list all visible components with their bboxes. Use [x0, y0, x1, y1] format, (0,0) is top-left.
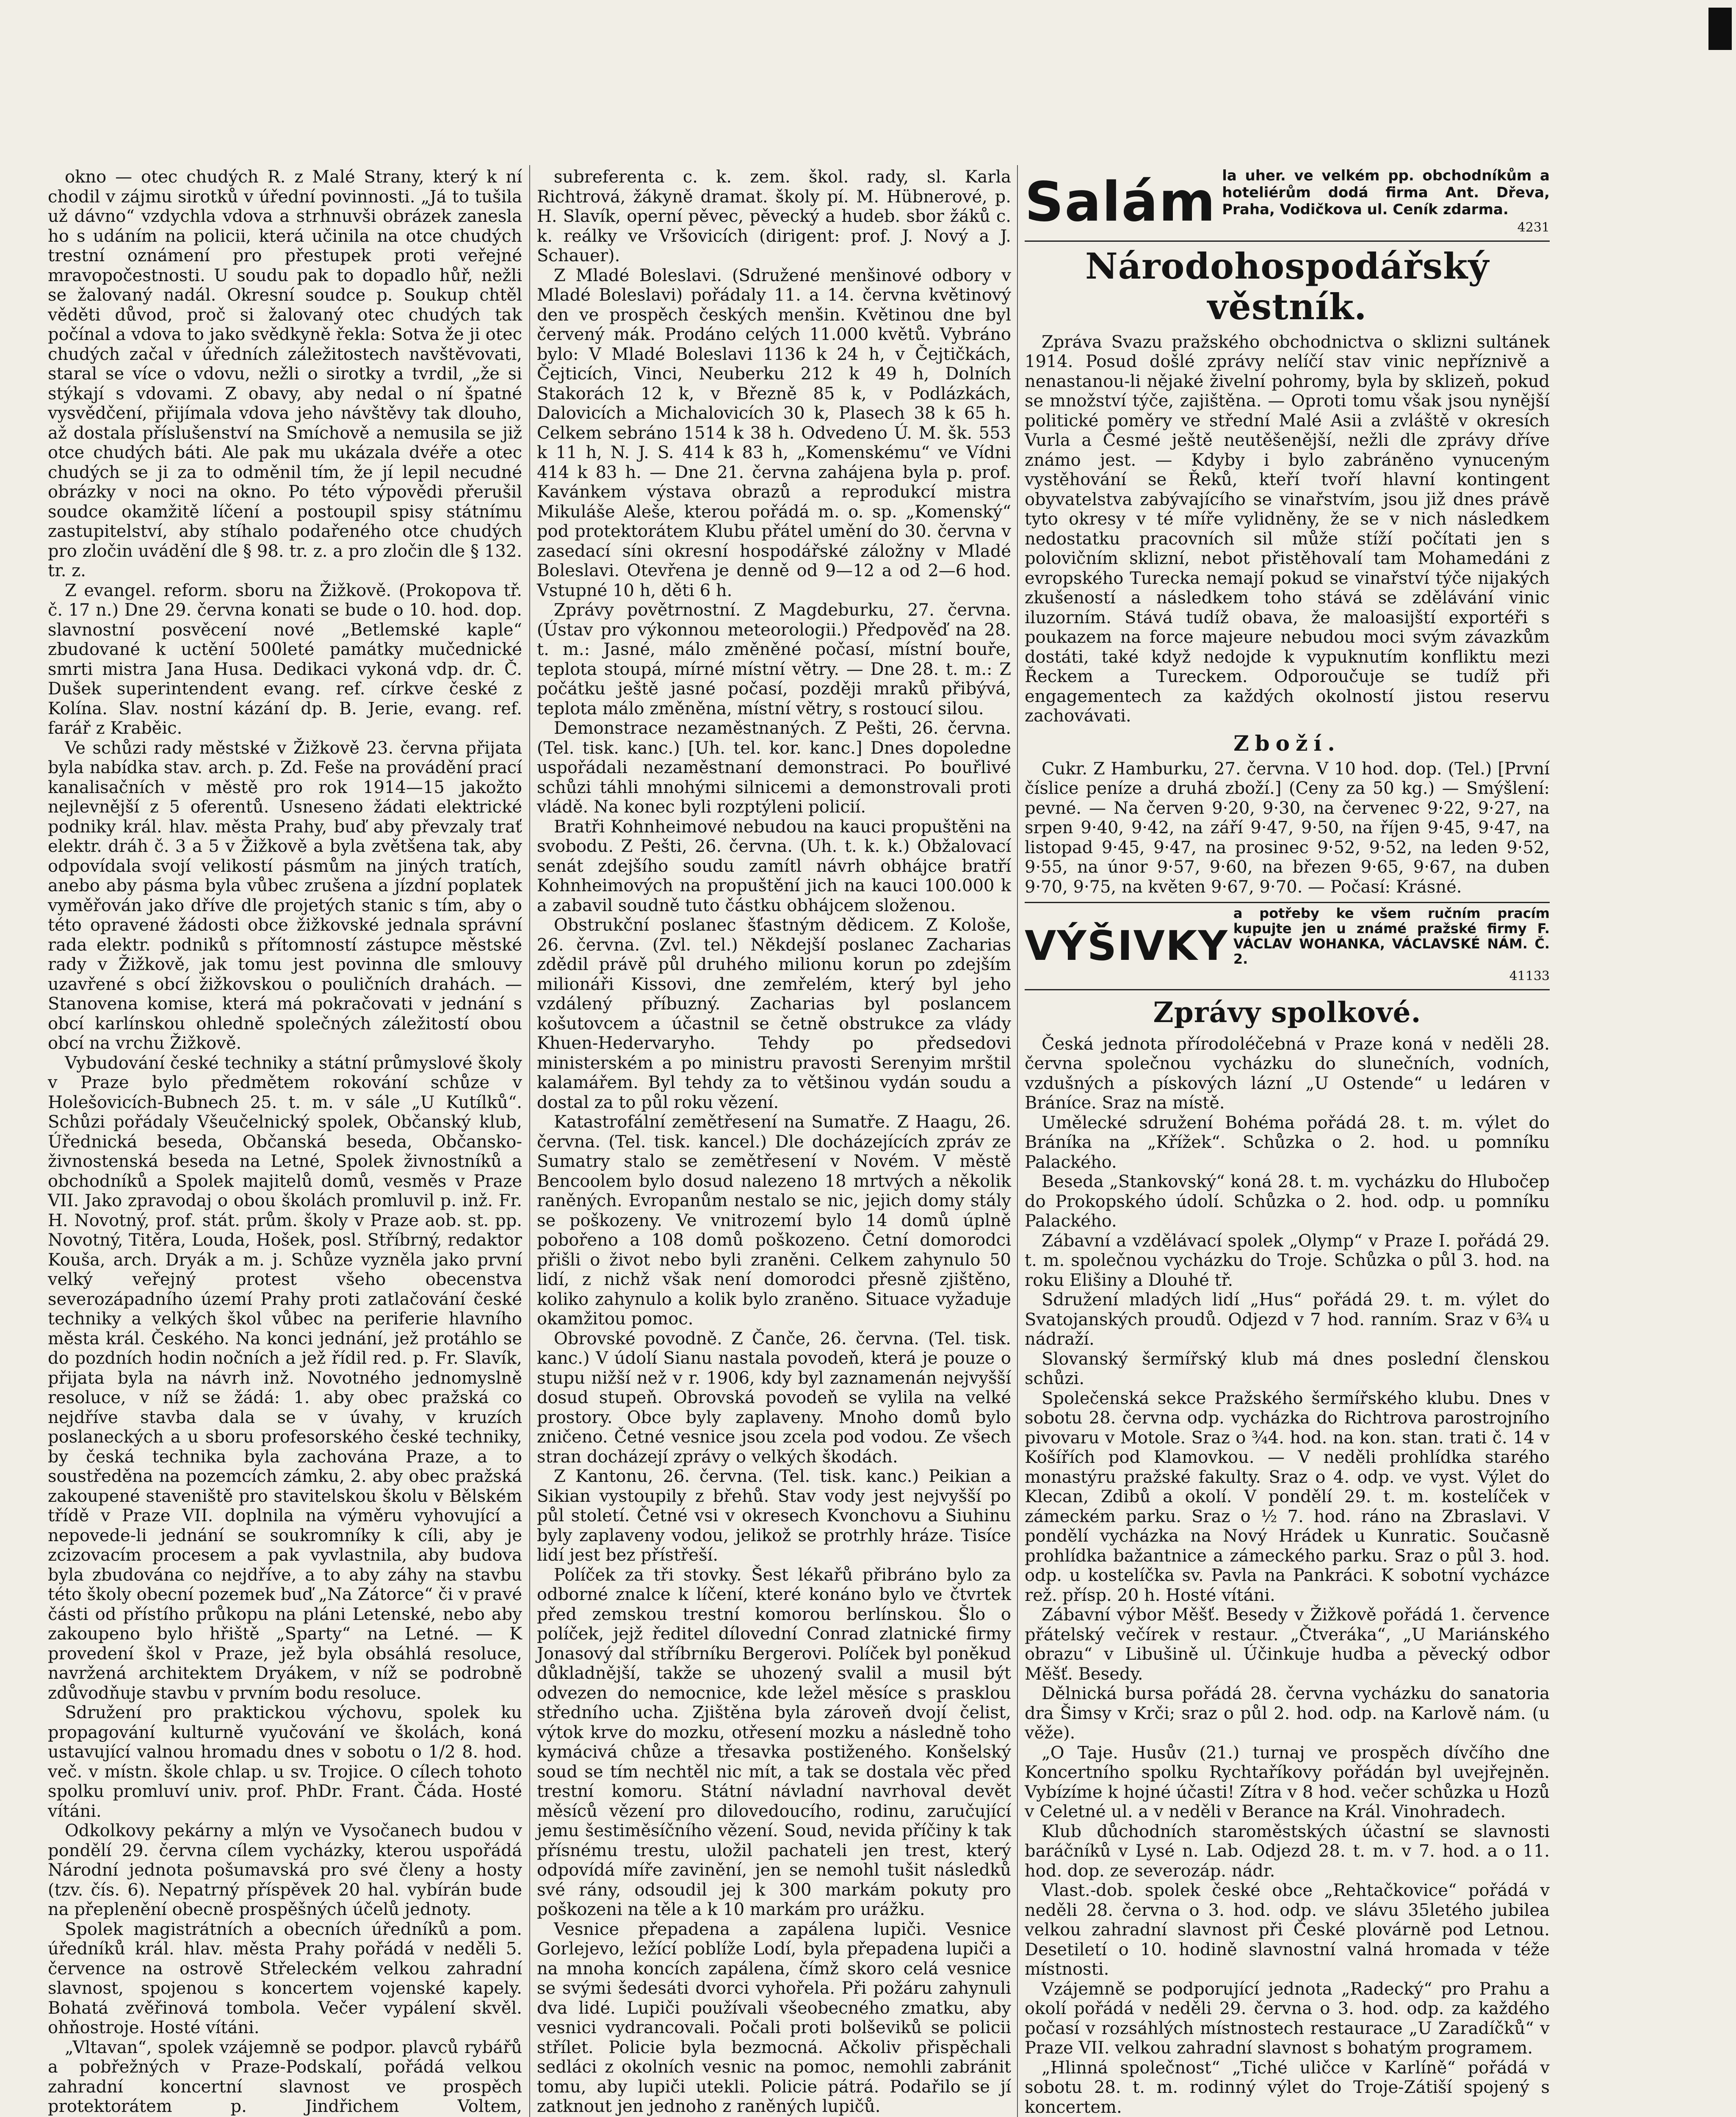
society-paragraph: „O Taje. Husův (21.) turnaj ve prospěch dívčího dne Koncertního spolku Rychtaříkovy pořádán byl uvejřejněn. Vybízíme k hojné účasti! Zítra v 8 hod. večer schůzka u Hozů v Celetné ul. a v neděli v Berance na Král. Vinohradech. [1025, 1743, 1550, 1821]
society-paragraph: Vzájemně se podporující jednota „Radecký“ pro Prahu a okolí pořádá v neděli 29. června o 3. hod. odp. za každého počasí v rozsáhlých místnostech restaurace „U Zaradíčků“ v Praze VII. velkou zahradní slavnost s bohatým programem. [1025, 1979, 1550, 2058]
vysivky-advert-text: a potřeby ke všem ručním pracím kupujte jen u známé pražské firmy F. VÁCLAV WOHANKA, VÁCLAVSKÉ NÁM. Č. 2. [1233, 905, 1550, 967]
salam-advert-number: 4231 [1517, 220, 1550, 235]
society-paragraph: Zábavní výbor Měšť. Besedy v Žižkově pořádá 1. července přátelský večírek v restaur. „Čtveráka“, „U Mariánského obrazu“ v Libušině ul. Účinkuje hudba a pěvecký odbor Měšť. Besedy. [1025, 1605, 1550, 1684]
goods-articles [1025, 759, 1550, 897]
column-2 [537, 167, 1011, 2117]
article-paragraph: Zprávy povětrnostní. Z Magdeburku, 27. června. (Ústav pro výkonnou meteorologii.) Předpověď na 28. t. m.: Jasné, málo změněné počasí, místní bouře, teplota stoupá, mírné místní větry. — Dne 28. t. m.: Z počátku ještě jasné počasí, později mraků přibývá, teplota málo změněna, místní větry, s rostoucí silou. [537, 600, 1011, 719]
society-paragraph: Zábavní a vzdělávací spolek „Olymp“ v Praze I. pořádá 29. t. m. společnou vycházku do Troje. Schůzka o půl 3. hod. na roku Elišiny a Dlouhé tř. [1025, 1231, 1550, 1290]
society-paragraph: Umělecké sdružení Bohéma pořádá 28. t. m. výlet do Bráníka na „Křížek“. Schůzka o 2. hod. u pomníku Palackého. [1025, 1113, 1550, 1172]
society-paragraph: Česká jednota přírodoléčebná v Praze koná v neděli 28. června společnou vycházku do slunečních, vodních, vzdušných a pískových lázní „U Ostende“ u ledáren v Bráníce. Sraz na místě. [1025, 1034, 1550, 1113]
society-paragraph: Klub důchodních staroměstských účastní se slavnosti baráčníků v Lysé n. Lab. Odjezd 28. t. m. v 7. hod. a o 11. hod. dop. ze severozáp. nádr. [1025, 1821, 1550, 1881]
article-paragraph: Vesnice přepadena a zapálena lupiči. Vesnice Gorlejevo, ležící poblíže Lodí, byla přepadena lupiči a na mnoha koncích zapálena, čímž skoro celá vesnice se svými šedesáti dvorci vyhořela. Při požáru zahynuli dva lidé. Lupiči používali všeobecného zmatku, aby vesnici vydrancovali. Počali proti bolševiků se policii střílet. Policie byla bezmocná. Ačkoliv přispěchali sedláci z okolních vesnic na pomoc, nemohli zabránit tomu, aby lupiči utekli. Policie pátrá. Podařilo se jí zatknout jen jednoho z raněných lupičů. [537, 1919, 1011, 2116]
column-rule-2 [1017, 165, 1018, 2117]
section-title-goods: Zboží. [1233, 730, 1341, 756]
vysivky-advert-number: 41133 [1509, 969, 1550, 984]
salam-wordmark: Salám [1025, 171, 1216, 234]
article-paragraph: Spolek magistrátních a obecních úředníků a pom. úředníků král. hlav. města Prahy pořádá v neděli 5. července na ostrově Střeleckém velkou zahradní slavnost, spojenou s koncertem vojenské kapely. Bohatá zvěřinová tombola. Večer vypálení skvěl. ohňostroje. Hosté vítáni. [48, 1919, 522, 2037]
society-paragraph: Beseda „Stankovský“ koná 28. t. m. vycházku do Hlubočep do Prokopského údolí. Schůzka o 2. hod. odp. u pomníku Palackého. [1025, 1172, 1550, 1231]
article-paragraph: Sdružení pro praktickou výchovu, spolek ku propagování kulturně vyučování ve školách, koná ustavující valnou hromadu dnes v sobotu o 1/2 8. hod. več. v místn. škole chlap. u sv. Trojice. O cílech tohoto spolku promluví univ. prof. PhDr. Frant. Čáda. Hosté vítáni. [48, 1703, 522, 1821]
article-paragraph: Vybudování české techniky a státní průmyslové školy v Praze bylo předmětem rokování schůze v Holešovicích-Bubnech 25. t. m. v sále „U Kutílků“. Schůzi pořádaly Všeučelnický spolek, Občanský klub, Úřednická beseda, Občanská beseda, Občansko-živnostenská beseda na Letné, Spolek živnostníků a obchodníků a Spolek majitelů domů, vesměs v Praze VII. Jako zpravodaj o obou školách promluvil p. inž. Fr. H. Novotný, prof. stát. prům. školy v Praze aob. st. pp. Novotný, Titěra, Louda, Hošek, posl. Stříbrný, redaktor Kouša, arch. Dryák a m. j. Schůze vyzněla jako první velký veřejný protest všeho obecenstva severozápadního území Prahy proti zatlačování české techniky a velkých škol vůbec na periferie hlavního města král. Českého. Na konci jednání, jež protáhlo se do pozdních hodin nočních a jež řídil red. p. Fr. Slavík, přijata byla na návrh inž. Novotného jednomyslně resoluce, v níž se žádá: 1. aby obec pražská co nejdříve stavba dala se v úvahy, v kruzích poslaneckých a u sboru profesorského české techniky, by česká technika byla zachována Praze, a to soustředěna na pozemcích zámku, 2. aby obec pražská zakoupené staveniště pro stavitelskou školu v Bělském třídě v Praze VII. doplnila na výměru vyhovující a nepovede-li jednání se soukromníky k cíli, aby je zcizovacím procesem a pak vyvlastnila, aby budova byla zbudována co nejdříve, a to aby záhy na stavbu této školy obecní pozemek buď „Na Zátorce“ či v pravé části od přístího průkopu na pláni Letenské, nebo aby zakoupeno bylo hřiště „Sparty“ na Letné. — K provedení škol v Praze, jež byla obsáhlá resoluce, navržená architektem Dryákem, v níž se podrobně zdůvodňuje stavbu v prvním bodu resoluce. [48, 1053, 522, 1703]
column-1 [48, 167, 522, 2117]
column-rule-1 [529, 165, 530, 2117]
corner-mark [1708, 8, 1732, 50]
article-paragraph: Obrovské povodně. Z Čanče, 26. června. (Tel. tisk. kanc.) V údolí Sianu nastala povodeň, která je pouze o stupu nižší než v r. 1906, kdy byl zaznamenán nejvyšší dosud stupeň. Obrovská povodeň se vylila na velké prostory. Obce byly zaplaveny. Mnoho domů bylo zničeno. Četné vesnice jsou zcela pod vodou. Ze všech stran docházejí zprávy o velkých škodách. [537, 1329, 1011, 1467]
society-paragraph: Společenská sekce Pražského šermířského klubu. Dnes v sobotu 28. června odp. vycházka do Richtrova parostrojního pivovaru v Motole. Sraz o ¾4. hod. na kon. stan. trati č. 14 v Košířích pod Klamovkou. — V neděli prohlídka starého monastýru pražské fakulty. Sraz o 4. odp. ve vyst. Výlet do Klecan, Zdibů a okolí. V pondělí 29. t. m. kostelíček v zámeckém parku. Sraz o ½ 7. hod. ráno na Zbraslavi. V pondělí vycházka na Nový Hrádek u Kunratic. Současně prohlídka bažantnice a zámeckého parku. Sraz o půl 3. hod. odp. u kostelíčka sv. Pavla na Pankráci. K sobotní vycházce rež. přísp. 20 h. Hosté vítáni. [1025, 1388, 1550, 1605]
society-paragraph: Vlast.-dob. spolek české obce „Rehtačkovice“ pořádá v neděli 28. června o 3. hod. odp. ve slávu 35letého jubilea velkou zahradní slavnost při České plovárně pod Letnou. Desetiletí o 10. hodině slavnostní valná hromada v téže místnosti. [1025, 1881, 1550, 1979]
article-paragraph: Katastrofální zemětřesení na Sumatře. Z Haagu, 26. června. (Tel. tisk. kancel.) Dle docházejících zpráv ze Sumatry stalo se zemětřesení v Novém. V městě Bencoolem bylo dosud nalezeno 18 mrtvých a několik raněných. Evropanům nestalo se nic, jejich domy stály se poškozeny. Ve vnitrozemí bylo 14 domů úplně pobořeno a 108 domů poškozeno. Četní domorodci přišli o život nebo byli zraněni. Celkem zahynulo 50 lidí, z nichž však není domorodci přesně zjištěno, koliko zahynulo a kolik bylo zraněno. Situace vyžaduje okamžitou pomoc. [537, 1112, 1011, 1329]
column-3 [1025, 167, 1550, 2117]
article-paragraph: Demonstrace nezaměstnaných. Z Pešti, 26. června. (Tel. tisk. kanc.) [Uh. tel. kor. kanc.] Dnes dopoledne uspořádali nezaměstnaní demonstraci. Po bouřlivé schůzi táhli mnohými silnicemi a demonstrovali proti vládě. Na konec byli rozptýleni policií. [537, 719, 1011, 817]
vysivky-wordmark: VÝŠIVKY [1025, 922, 1228, 970]
salam-advert-text: la uher. ve velkém pp. obchodníkům a hoteliérům dodá firma Ant. Dřeva, Praha, Vodičkova ul. Ceník zdarma. [1222, 167, 1550, 218]
goods-paragraph: Cukr. Z Hamburku, 27. června. V 10 hod. dop. (Tel.) [První číslice peníze a druhá zboží.] (Ceny za 50 kg.) — Smýšlení: pevné. — Na červen 9·20, 9·30, na červenec 9·22, 9·27, na srpen 9·40, 9·42, na září 9·47, 9·50, na říjen 9·45, 9·47, na listopad 9·45, 9·47, na prosinec 9·52, 9·52, na leden 9·52, 9·55, na únor 9·57, 9·60, na březen 9·65, 9·67, na duben 9·70, 9·75, na květen 9·67, 9·70. — Počasí: Krásné. [1025, 759, 1550, 897]
salam-advert [1025, 167, 1550, 242]
society-paragraph: Dělnická bursa pořádá 28. června vycházku do sanatoria dra Šimsy v Krči; sraz o půl 2. hod. odp. na Karlově nám. (u věže). [1025, 1684, 1550, 1743]
section-title-societies: Zprávy spolkové. [1153, 995, 1421, 1029]
economic-paragraph: Zpráva Svazu pražského obchodnictva o sklizni sultánek 1914. Posud došlé zprávy nelíčí stav vinic nepříznivě a nenastanou-li nějaké živelní pohromy, byla by sklizeň, pokud se množství týče, zajištěna. — Oproti tomu však jsou nynější politické poměry ve střední Malé Asii a zvláště v okresích Vurla a Česmé ještě neutěšenější, nežli dle zprávy dříve známo jest. — Kdyby i bylo zabráněno vynuceným vystěhování se Řeků, kteří tvoří hlavní kontingent obyvatelstva zabývajícího se vinařstvím, jsou již dnes právě tyto okresy v té míře vylidněny, že se v nich následkem nedostatku pracovních sil může stíží počítati jen s polovičním sklizní, nebot přistěhovalí tam Mohamedáni z evropského Turecka nemají pokud se vinařství týče nijakých zkušeností a následkem toho stává se zdělávání vinic iluzorním. Stává tudíž obava, že maloasijští exportéři s poukazem na force majeure nebudou moci svým závazkům dostáti, také když nedojde k vypuknutím konfliktu mezi Řeckem a Tureckem. Odporoučuje se tudíž při engagementech za každých okolností jistou reservu zachovávati. [1025, 332, 1550, 726]
article-paragraph: subreferenta c. k. zem. škol. rady, sl. Karla Richtrová, žákyně dramat. školy pí. M. Hübnerové, p. H. Slavík, operní pěvec, pěvecký a hudeb. sbor žáků c. k. reálky ve Vršovicích (dirigent: prof. J. Nový a J. Schauer). [537, 167, 1011, 265]
society-paragraph: „Hlinná společnost“ „Tiché uličce v Karlíně“ pořádá v sobotu 28. t. m. rodinný výlet do Troje-Zátiší spojený s koncertem. [1025, 2058, 1550, 2117]
article-paragraph: Z Kantonu, 26. června. (Tel. tisk. kanc.) Peikian a Sikian vystoupily z břehů. Stav vody jest nejvyšší po půl století. Četné vsi v okresech Kvonchovu a Siuhinu byly zaplaveny vodou, jelikož se protrhly hráze. Tisíce lidí jest bez přístřeší. [537, 1467, 1011, 1565]
article-paragraph: Z Mladé Boleslavi. (Sdružené menšinové odbory v Mladé Boleslavi) pořádaly 11. a 14. června květinový den ve prospěch českých menšin. Květinou dne byl červený mák. Prodáno celých 11.000 květů. Vybráno bylo: V Mladé Boleslavi 1136 k 24 h, v Čejtičkách, Čejticích, Vinci, Neuberku 212 k 49 h, Dolních Stakorách 12 k, v Březně 85 k, v Podlázkách, Dalovicích a Michalovicích 30 k, Plasech 38 k 65 h. Celkem sebráno 1514 k 38 h. Odvedeno Ú. M. šk. 553 k 11 h, N. J. S. 414 k 83 h, „Komenskému“ ve Vídni 414 k 83 h. — Dne 21. června zahájena byla p. prof. Kavánkem výstava obrazů a reprodukcí mistra Mikuláše Aleše, kterou pořádá m. o. sp. „Komenský“ pod protektorátem Klubu přátel umění do 30. června v zasedací síni okresní hospodářské záložny v Mladé Boleslavi. Otevřena je denně od 9—12 a od 2—6 hod. Vstupné 10 h, děti 6 h. [537, 265, 1011, 600]
article-paragraph: Z evangel. reform. sboru na Žižkově. (Prokopova tř. č. 17 n.) Dne 29. června konati se bude o 10. hod. dop. slavnostní posvěcení nové „Betlemské kaple“ zbudované k uctění 500leté památky mučednické smrti mistra Jana Husa. Dedikaci vykoná vdp. dr. Č. Dušek superintendent evang. ref. církve české z Kolína. Slav. nostní kázání dp. B. Jerie, evang. ref. farář z Kraběic. [48, 580, 522, 738]
article-paragraph: Odkolkovy pekárny a mlýn ve Vysočanech budou v pondělí 29. června cílem vycházky, kterou uspořádá Národní jednota pošumavská pro své členy a hosty (tzv. čís. 6). Nepatrný příspěvek 20 hal. vybírán bude na přeplenění obecně prospěšných účelů jednoty. [48, 1821, 522, 1919]
article-paragraph: „Vltavan“, spolek vzájemně se podpor. plavců rybářů a pobřežných v Praze-Podskalí, pořádá velkou zahradní koncertní slavnost ve prospěch protektorátem p. Jindřichem Voltem, [48, 2037, 522, 2116]
article-paragraph: okno — otec chudých R. z Malé Strany, který k ní chodil v zájmu sirotků v úřední povinnosti. „Já to tušila už dávno“ vzdychla vdova a strhnuvši obrázek zanesla ho s udáním na policii, která učinila na otce chudých trestní oznámení pro přestupek proti veřejné mravopočestnosti. U soudu pak to dopadlo hůř, nežli se žalovaný nadál. Okresní soudce p. Soukup chtěl věděti důvod, proč si žalovaný otec chudých tak počínal a vdova to jako svědkyně řekla: Sotva že ji otec chudých začal v úředních záležitostech navštěvovati, staral se více o vdovu, nežli o sirotky a tvrdil, „že si stýkají s vdovami. Z obavy, aby nedal o ní špatné vysvědčení, přijímala vdova jeho návštěvy tak dlouho, až dostala příslušenství na Smíchově a nemusila se již otce chudých báti. Ale pak mu ukázala dvéře a otec chudých se ji za to odměnil tím, že jí lepil necudné obrázky v noci na okno. Po této výpovědi přerušil soudce okamžitě líčení a postoupil spisy státnímu zastupitelství, aby stíhalo podařeného otce chudých pro zločin uvádění dle § 98. tr. z. a pro zločin dle § 132. tr. z. [48, 167, 522, 580]
article-paragraph: Políček za tři stovky. Šest lékařů přibráno bylo za odborné znalce k líčení, které konáno bylo ve čtvrtek před zemskou trestní komorou berlínskou. Šlo o políček, jejž ředitel dílovední Conrad zlatnické firmy Jonasový dal stříbrníku Bergerovi. Políček byl poněkud důkladnější, takže se uhozený svalil a musil být odvezen do nemocnice, kde ležel měsíce s prasklou středního ucha. Zjištěna byla zároveň dvojí čelist, výtok krve do mozku, otřesení mozku a následně toho kymácivá chůze a třesavka postiženého. Konšelský soud se tím nechtěl nic mít, a tak se dostala věc před trestní komoru. Státní návladní navrhoval devět měsíců vězení pro dilovedoucího, rodinu, zaručující jemu šestiměsíčního vězení. Soud, nevida příčiny k tak přísnému trestu, uložil pachateli jen trest, který odpovídá míře zavinění, jen se nemohl tušit následků své rány, odsoudil jej k 300 markám pokuty pro poškozeni na těle a k 10 markám pro urážku. [537, 1565, 1011, 1919]
article-paragraph: Bratři Kohnheimové nebudou na kauci propuštěni na svobodu. Z Pešti, 26. června. (Uh. t. k. k.) Obžalovací senát zdejšího soudu zamítl návrh obhájce bratří Kohnheimových na propuštění jich na kauci 100.000 k a zabavil soudně tuto částku obhájcem složenou. [537, 817, 1011, 915]
society-news [1025, 1034, 1550, 2117]
society-paragraph: Sdružení mladých lidí „Hus“ pořádá 29. t. m. výlet do Svatojanských proudů. Odjezd v 7 hod. ranním. Sraz v 6¾ u nádraží. [1025, 1290, 1550, 1349]
vysivky-advert [1025, 902, 1550, 990]
economic-articles [1025, 332, 1550, 726]
society-paragraph: Slovanský šermířský klub má dnes poslední členskou schůzi. [1025, 1349, 1550, 1388]
article-paragraph: Obstrukční poslanec šťastným dědicem. Z Kološe, 26. června. (Zvl. tel.) Někdejší poslanec Zacharias zdědil právě půl druhého milionu korun po zdejším milionáři Kissovi, dne zemřelém, který byl jeho vzdálený příbuzný. Zacharias byl poslancem košutovcem a účastnil se četně obstrukce za vlády Khuen-Hedervaryho. Tehdy po předsedovi ministerském a po ministru pravosti Serenyim mrštil kalamářem. Byl tehdy za to většinou vydán soudu a dostal za to půl roku vězení. [537, 915, 1011, 1112]
article-paragraph: Ve schůzi rady městské v Žižkově 23. června přijata byla nabídka stav. arch. p. Zd. Feše na provádění prací kanalisačních v městě pro rok 1914—15 jakožto nejlevnější z 5 oferentů. Usneseno žádati elektrické podniky král. hlav. města Prahy, buď aby převzaly trať elektr. dráh č. 3 a 5 v Žižkově a byla zvětšena tak, aby odpovídala svojí velikostí pásmům na jiných tratích, anebo aby pásma byla vůbec zrušena a jízdní poplatek vyměřován jako dříve dle projetých stanic s tím, aby o této opravené žádosti obce žižkovské jednala správní rada elektr. podniků s přítomností zástupce městské rady v Žižkově, jak tomu jest povinna dle smlouvy uzavřené s obcí žižkovskou o pouličních drahách. — Stanovena komise, která má pokračovati v jednání s obcí karlínskou ohledně společných záležitostí obou obcí na vrchu Žižkově. [48, 738, 522, 1053]
section-title-economic: Národohospodářský věstník. [1085, 245, 1490, 328]
